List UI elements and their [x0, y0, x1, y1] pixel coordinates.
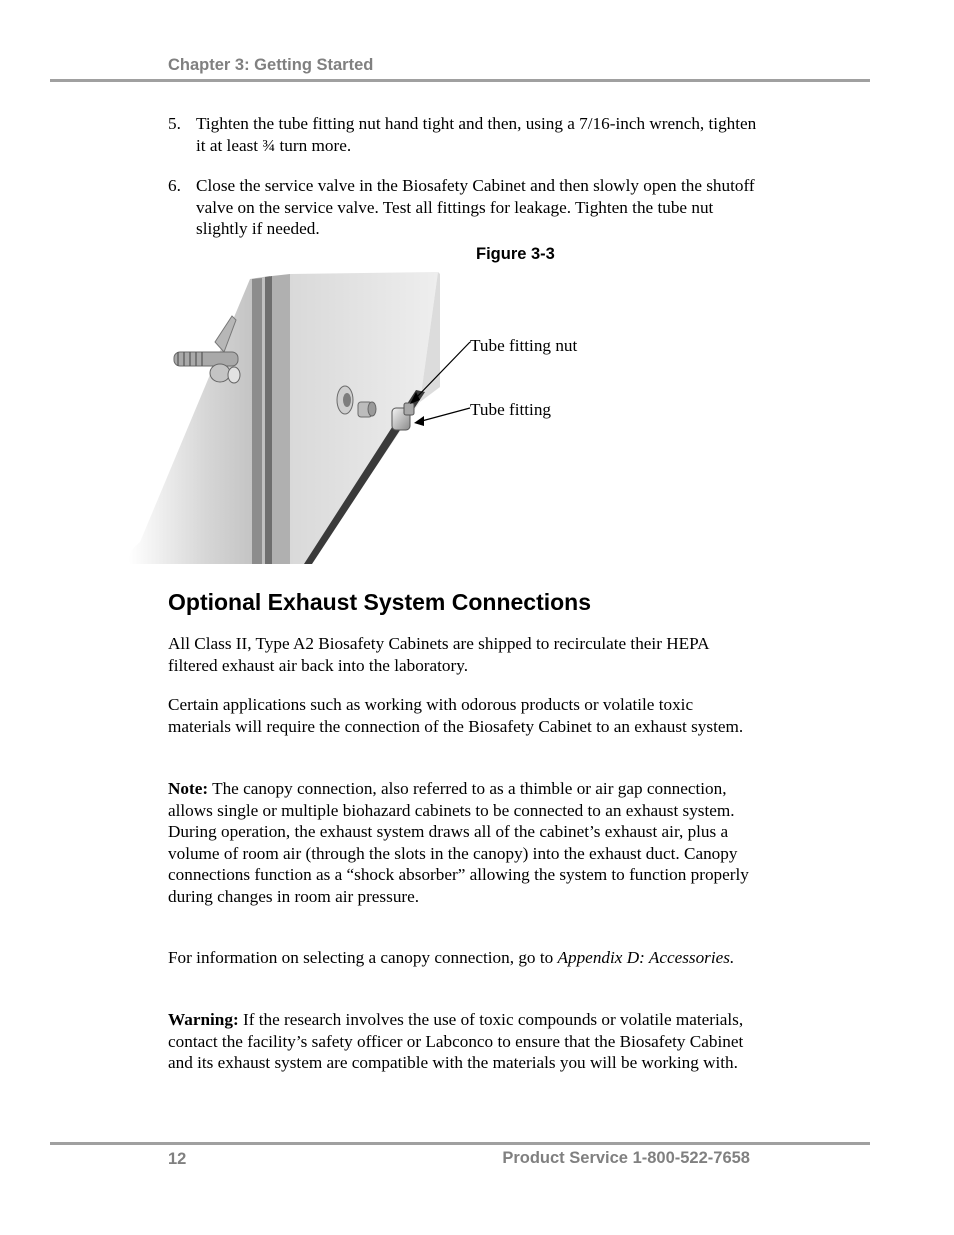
paragraph-applications: Certain applications such as working with odorous products or volatile toxic materials will require the connection of the Biosafety Cabinet to an exhaust system. — [168, 695, 744, 736]
figure-caption: Figure 3-3 — [476, 245, 555, 263]
paragraph-canopy-info — [168, 947, 758, 969]
note-text: The canopy connection, also referred to as a thimble or air gap connection, allows single or multiple biohazard cabinets to be connected to an exhaust system. During operation, the exhaust system draws all of the cabinet’s exhaust air, plus a volume of room air (through the slots in the canopy) into the exhaust duct. Canopy connections function as a “shock absorber” allowing the system to function properly during changes in room air pressure. — [168, 779, 749, 906]
note-label: Note: — [168, 779, 209, 798]
note-paragraph — [168, 778, 758, 907]
warning-text: If the research involves the use of toxic compounds or volatile materials, contact the facility’s safety officer or Labconco to ensure that the Biosafety Cabinet and its exhaust system are compatible with the materials you will be working with. — [168, 1010, 744, 1072]
step-number: 5. — [168, 114, 181, 133]
appendix-reference: Appendix D: Accessories. — [557, 948, 735, 967]
step-5 — [168, 113, 768, 156]
info-text: For information on selecting a canopy connection, go to — [168, 948, 558, 967]
header-rule — [50, 79, 870, 82]
footer-rule — [50, 1142, 870, 1145]
chapter-header: Chapter 3: Getting Started — [168, 56, 374, 74]
warning-paragraph — [168, 1009, 758, 1074]
section-title: Optional Exhaust System Connections — [168, 589, 592, 615]
callout-tube-fitting-nut: Tube fitting nut — [470, 336, 578, 355]
paragraph-recirculate: All Class II, Type A2 Biosafety Cabinets are shipped to recirculate their HEPA filtered exhaust air back into the laboratory. — [168, 634, 709, 675]
step-text: Tighten the tube fitting nut hand tight and then, using a 7/16-inch wrench, tighten it at least ¾ turn more. — [196, 114, 757, 155]
step-6 — [168, 175, 768, 240]
warning-label: Warning: — [168, 1010, 239, 1029]
product-service-phone: Product Service 1-800-522-7658 — [502, 1149, 750, 1167]
step-text: Close the service valve in the Biosafety Cabinet and then slowly open the shutoff valve on the service valve. Test all fittings for leakage. Tighten the tube nut slightly if needed. — [196, 176, 755, 238]
page-number: 12 — [168, 1150, 187, 1168]
callout-tube-fitting: Tube fitting — [470, 400, 552, 419]
step-number: 6. — [168, 176, 181, 195]
